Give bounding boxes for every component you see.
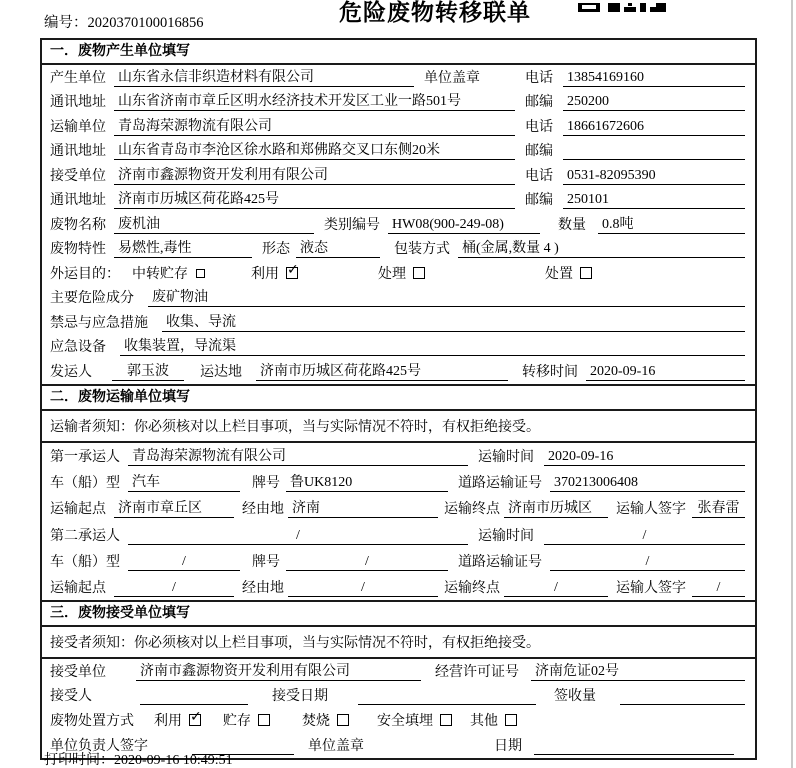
packing-value: 桶(金属,数量 4 ) bbox=[458, 240, 745, 258]
print-time-label: 打印时间： bbox=[44, 753, 114, 768]
option-label: 利用 bbox=[154, 714, 182, 730]
waste-name-value: 废机油 bbox=[114, 216, 314, 234]
print-time-value: 2020-09-16 10:49:51 bbox=[114, 753, 233, 768]
disposal-label: 废物处置方式 bbox=[50, 714, 134, 730]
row-vehicle-1 bbox=[42, 469, 755, 495]
row-emergency-equipment bbox=[42, 335, 755, 360]
origin1-value: 济南市章丘区 bbox=[114, 500, 234, 518]
receiver-phone-value: 0531-82095390 bbox=[563, 167, 745, 185]
waste-name-label: 废物名称 bbox=[50, 217, 106, 233]
option-label: 中转贮存 bbox=[132, 266, 188, 282]
purpose-option-utilize bbox=[251, 266, 298, 283]
row-disposal-method bbox=[42, 708, 755, 733]
transporter-zip-value bbox=[563, 143, 745, 160]
vehicle-label: 车（船）型 bbox=[50, 476, 120, 492]
via2-value: / bbox=[288, 579, 438, 597]
zip-label: 邮编 bbox=[525, 144, 553, 159]
vehicle2-value: / bbox=[128, 553, 240, 571]
transfer-time-value: 2020-09-16 bbox=[586, 363, 745, 381]
road-license-label: 道路运输证号 bbox=[458, 554, 542, 570]
shipper-label: 发运人 bbox=[50, 364, 92, 380]
plate-label: 牌号 bbox=[252, 476, 280, 492]
address-label: 通讯地址 bbox=[50, 193, 106, 208]
shipper-value: 郭玉波 bbox=[112, 363, 184, 381]
transporter-phone-value: 18661672606 bbox=[563, 118, 745, 136]
row-route-1 bbox=[42, 495, 755, 521]
end-label: 运输终点 bbox=[444, 581, 500, 597]
checkbox-other bbox=[505, 714, 517, 726]
transfer-time-label: 转移时间 bbox=[522, 364, 578, 380]
carrier2-label: 第二承运人 bbox=[50, 528, 120, 544]
checkbox-utilize bbox=[189, 714, 201, 726]
quantity-value: 0.8吨 bbox=[598, 216, 745, 234]
disposal-option-store bbox=[223, 713, 270, 730]
signed-qty-value bbox=[620, 688, 745, 705]
row-transporter-address bbox=[42, 139, 755, 164]
section-receiver bbox=[42, 600, 755, 757]
producer-zip-value: 250200 bbox=[563, 93, 745, 111]
road-license1-value: 370213006408 bbox=[550, 474, 745, 492]
checkbox-transfer-storage bbox=[196, 269, 205, 278]
checkbox-landfill bbox=[440, 714, 452, 726]
sign-label: 运输人签字 bbox=[616, 581, 686, 597]
notice-label: 接受者须知： bbox=[50, 636, 134, 652]
row-vehicle-2 bbox=[42, 548, 755, 574]
disposal-option-utilize bbox=[154, 713, 201, 730]
date-label: 日期 bbox=[494, 738, 522, 754]
serial-value: 2020370100016856 bbox=[87, 15, 204, 31]
receiver-zip-value: 250101 bbox=[563, 191, 745, 209]
zip-label: 邮编 bbox=[525, 95, 553, 110]
accept-date-value bbox=[358, 688, 536, 705]
serial-label: 编号： bbox=[44, 15, 88, 31]
date-value bbox=[534, 738, 734, 755]
producer-address-value: 山东省济南市章丘区明水经济技术开发区工业一路501号 bbox=[114, 93, 515, 111]
row-transporter bbox=[42, 114, 755, 139]
transporter-notice bbox=[42, 411, 755, 443]
section-receiver-title: 三．废物接受单位填写 bbox=[42, 602, 755, 627]
destination-label: 运达地 bbox=[200, 364, 242, 380]
producer-label: 产生单位 bbox=[50, 70, 106, 86]
row-acceptor bbox=[42, 684, 755, 709]
section-producer-title: 一．废物产生单位填写 bbox=[42, 40, 755, 65]
checkbox-store bbox=[258, 714, 270, 726]
unit-seal-label: 单位盖章 bbox=[308, 738, 364, 754]
leader-sign-label: 单位负责人签字 bbox=[50, 738, 148, 754]
sign2-value: / bbox=[692, 579, 745, 597]
notice-text: 你必须核对以上栏目事项，当与实际情况不符时，有权拒绝接受。 bbox=[134, 419, 540, 435]
hazard-label: 主要危险成分 bbox=[50, 291, 134, 306]
option-label: 贮存 bbox=[223, 714, 251, 730]
carrier2-value: / bbox=[128, 527, 468, 545]
road-license-label: 道路运输证号 bbox=[458, 476, 542, 492]
carrier1-value: 青岛海荣源物流有限公司 bbox=[128, 448, 468, 466]
plate2-value: / bbox=[286, 553, 448, 571]
accept-unit-label: 接受单位 bbox=[50, 664, 106, 680]
notice-text: 你必须核对以上栏目事项，当与实际情况不符时，有权拒绝接受。 bbox=[134, 636, 540, 652]
section-transporter bbox=[42, 384, 755, 601]
acceptor-label: 接受人 bbox=[50, 689, 92, 705]
purpose-option-treat bbox=[378, 266, 425, 283]
phone-label: 电话 bbox=[525, 168, 553, 184]
receiver-notice bbox=[42, 627, 755, 659]
via-label: 经由地 bbox=[242, 581, 284, 597]
print-time bbox=[44, 752, 233, 768]
via1-value: 济南 bbox=[288, 500, 438, 518]
row-hazard-component bbox=[42, 286, 755, 311]
qr-code-fragment-icon bbox=[578, 0, 666, 17]
disposal-option-other bbox=[470, 713, 517, 730]
row-waste-character bbox=[42, 237, 755, 262]
notice-label: 运输者须知： bbox=[50, 419, 134, 435]
transporter-label: 运输单位 bbox=[50, 119, 106, 135]
producer-phone-value: 13854169160 bbox=[563, 69, 745, 87]
row-second-carrier bbox=[42, 521, 755, 547]
end-label: 运输终点 bbox=[444, 502, 500, 518]
accept-date-label: 接受日期 bbox=[272, 689, 328, 705]
transport-time-label: 运输时间 bbox=[478, 528, 534, 544]
quantity-label: 数量 bbox=[558, 217, 586, 233]
transport-time-label: 运输时间 bbox=[478, 449, 534, 465]
taboo-value: 收集、导流 bbox=[162, 314, 745, 332]
option-label: 处置 bbox=[545, 266, 573, 282]
equipment-value: 收集装置，导流渠 bbox=[120, 338, 745, 356]
category-label: 类别编号 bbox=[324, 217, 380, 233]
packing-label: 包装方式 bbox=[394, 242, 450, 257]
disposal-option-incinerate bbox=[302, 713, 349, 730]
option-label: 处理 bbox=[378, 266, 406, 282]
row-shipper bbox=[42, 359, 755, 384]
license-value: 济南危证02号 bbox=[531, 663, 745, 681]
road-license2-value: / bbox=[550, 553, 745, 571]
hazard-value: 废矿物油 bbox=[148, 289, 745, 307]
option-label: 其他 bbox=[470, 714, 498, 730]
phone-label: 电话 bbox=[525, 70, 553, 86]
row-producer-address bbox=[42, 90, 755, 115]
purpose-option-dispose bbox=[545, 266, 592, 283]
origin2-value: / bbox=[114, 579, 234, 597]
row-taboo-measures bbox=[42, 310, 755, 335]
acceptor-value bbox=[140, 688, 248, 705]
checkbox-utilize bbox=[286, 267, 298, 279]
checkbox-incinerate bbox=[337, 714, 349, 726]
checkbox-dispose bbox=[580, 267, 592, 279]
row-transfer-purpose bbox=[42, 261, 755, 286]
origin-label: 运输起点 bbox=[50, 581, 106, 597]
phone-label: 电话 bbox=[525, 119, 553, 135]
zip-label: 邮编 bbox=[525, 193, 553, 208]
sign1-value: 张春雷 bbox=[692, 500, 745, 518]
end2-value: / bbox=[504, 579, 608, 597]
transporter-address-value: 山东省青岛市李沧区徐水路和郑佛路交叉口东侧20米 bbox=[114, 142, 515, 160]
section-producer bbox=[42, 40, 755, 384]
character-label: 废物特性 bbox=[50, 242, 106, 257]
form-value: 液态 bbox=[296, 240, 380, 258]
origin-label: 运输起点 bbox=[50, 502, 106, 518]
license-label: 经营许可证号 bbox=[435, 664, 519, 680]
plate1-value: 鲁UK8120 bbox=[286, 474, 448, 492]
form-label: 形态 bbox=[262, 242, 290, 257]
vehicle1-value: 汽车 bbox=[128, 474, 240, 492]
row-route-2 bbox=[42, 574, 755, 600]
row-producer bbox=[42, 65, 755, 90]
taboo-label: 禁忌与应急措施 bbox=[50, 315, 148, 331]
vehicle-label: 车（船）型 bbox=[50, 554, 120, 570]
equipment-label: 应急设备 bbox=[50, 340, 106, 355]
destination-value: 济南市历城区荷花路425号 bbox=[256, 363, 508, 381]
row-waste-name bbox=[42, 212, 755, 237]
signed-qty-label: 签收量 bbox=[554, 689, 596, 705]
seal-label: 单位盖章 bbox=[424, 70, 480, 86]
carrier1-label: 第一承运人 bbox=[50, 449, 120, 465]
row-receiver bbox=[42, 163, 755, 188]
option-label: 焚烧 bbox=[302, 714, 330, 730]
checkbox-treat bbox=[413, 267, 425, 279]
row-first-carrier bbox=[42, 443, 755, 469]
accept-unit-value: 济南市鑫源物资开发利用有限公司 bbox=[136, 663, 421, 681]
purpose-option-transfer-storage bbox=[132, 266, 205, 283]
page-edge-divider bbox=[791, 0, 793, 768]
receiver-address-value: 济南市历城区荷花路425号 bbox=[114, 191, 515, 209]
transport-time1-value: 2020-09-16 bbox=[544, 448, 745, 466]
receiver-value: 济南市鑫源物资开发利用有限公司 bbox=[114, 167, 515, 185]
disposal-option-landfill bbox=[377, 713, 452, 730]
end1-value: 济南市历城区 bbox=[504, 500, 608, 518]
purpose-label: 外运目的： bbox=[50, 266, 120, 282]
producer-value: 山东省永信非织造材料有限公司 bbox=[114, 69, 414, 87]
plate-label: 牌号 bbox=[252, 554, 280, 570]
address-label: 通讯地址 bbox=[50, 144, 106, 159]
section-transporter-title: 二．废物运输单位填写 bbox=[42, 386, 755, 411]
character-value: 易燃性,毒性 bbox=[114, 240, 252, 258]
option-label: 安全填埋 bbox=[377, 714, 433, 730]
page-title: 危险废物转移联单 bbox=[339, 0, 531, 25]
sign-label: 运输人签字 bbox=[616, 502, 686, 518]
category-value: HW08(900-249-08) bbox=[388, 216, 540, 234]
option-label: 利用 bbox=[251, 266, 279, 282]
row-accept-unit bbox=[42, 659, 755, 684]
transport-time2-value: / bbox=[544, 527, 745, 545]
row-receiver-address bbox=[42, 188, 755, 213]
transporter-value: 青岛海荣源物流有限公司 bbox=[114, 118, 515, 136]
receiver-label: 接受单位 bbox=[50, 168, 106, 184]
transfer-form bbox=[40, 38, 757, 760]
address-label: 通讯地址 bbox=[50, 95, 106, 110]
via-label: 经由地 bbox=[242, 502, 284, 518]
